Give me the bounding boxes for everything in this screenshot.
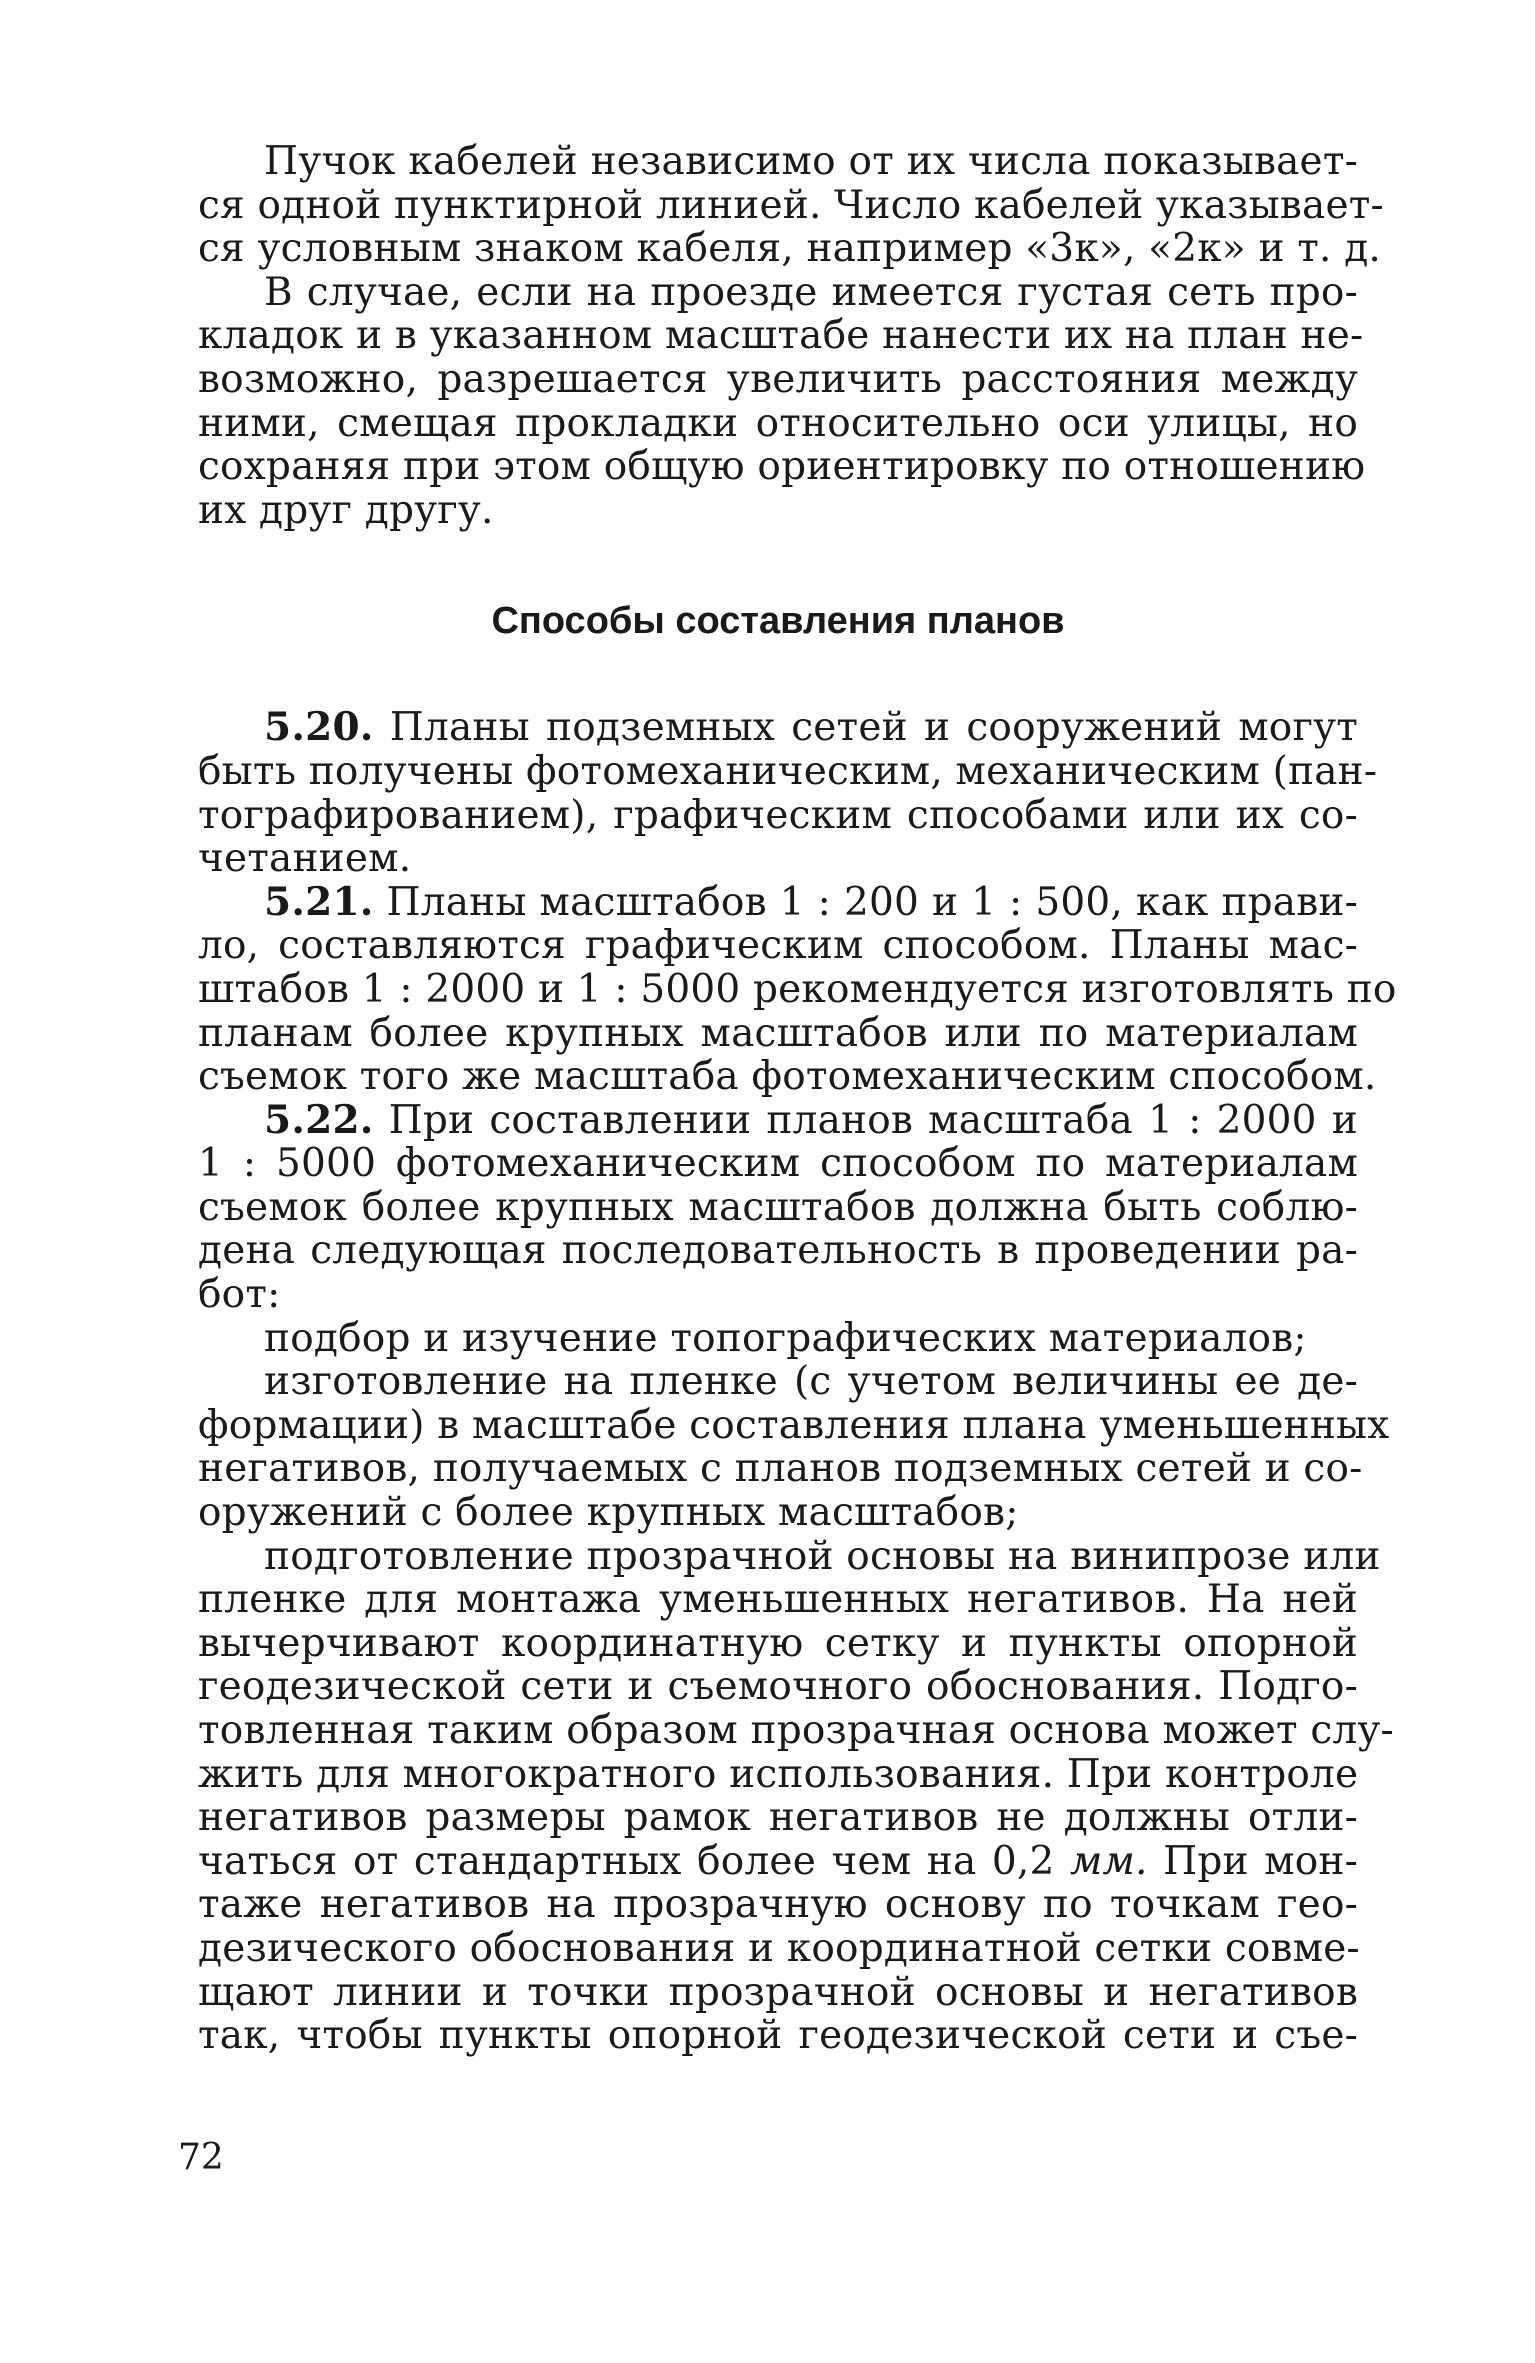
text-line: ло, составляются графическим способом. Планы мас- [198, 923, 1358, 969]
paragraph-5-21 [198, 878, 1397, 1100]
paragraph-5-20 [198, 704, 1378, 882]
list-item [198, 1317, 1358, 1361]
text-line: так, чтобы пункты опорной геодезической сети и съе- [198, 2013, 1358, 2059]
page-text [198, 139, 1397, 2059]
text-line: дена следующая последовательность в проведении ра- [198, 1228, 1358, 1274]
text-line: съемок того же масштаба фотомеханическим способом. [198, 1054, 1377, 1100]
text-line: пленке для монтажа уменьшенных негативов. На ней [198, 1577, 1358, 1623]
text-line: таже негативов на прозрачную основу по точкам гео- [198, 1882, 1358, 1928]
text-line [198, 1840, 1358, 1884]
page-number: 72 [178, 2137, 224, 2178]
text-line: 1 : 5000 фотомеханическим способом по материалам [198, 1141, 1358, 1187]
unit-mm: мм. [1069, 1838, 1148, 1884]
text-line: формации) в масштабе составления плана уменьшенных [198, 1402, 1390, 1448]
text-line: сохраняя при этом общую ориентировку по отношению [198, 444, 1366, 490]
text-line: геодезической сети и съемочного обоснования. Подго- [198, 1664, 1358, 1710]
text-line: негативов, получаемых с планов подземных сетей и со- [198, 1446, 1363, 1492]
text-line: быть получены фотомеханическим, механическим (пан- [198, 748, 1378, 794]
text-line [198, 878, 1358, 925]
text-line: негативов размеры рамок негативов не должны отли- [198, 1795, 1358, 1841]
text-line [198, 706, 1358, 750]
text-span: Планы масштабов 1 : 200 и 1 : 500, как прави- [373, 879, 1358, 925]
text-line: подбор и изучение топографических материалов; [264, 1315, 1307, 1361]
text-span: При мон- [1147, 1838, 1358, 1884]
text-span: Планы подземных сетей и сооружений могут [373, 705, 1358, 751]
text-line: дезического обоснования и координатной сетки совме- [198, 1925, 1360, 1971]
text-line: четанием. [198, 836, 412, 882]
text-line: товленная таким образом прозрачная основа может слу- [198, 1708, 1394, 1753]
list-item [198, 1359, 1390, 1536]
text-line [198, 1096, 1358, 1143]
text-line: В случае, если на проезде имеется густая сеть про- [264, 269, 1358, 315]
text-line: вычерчивают координатную сетку и пункты опорной [198, 1620, 1358, 1666]
text-line: планам более крупных масштабов или по материалам [198, 1010, 1358, 1056]
text-line: возможно, разрешается увеличить расстояния между [198, 356, 1358, 402]
text-line: подготовление прозрачной основы на винипрозе или [264, 1533, 1381, 1579]
text-line: жить для многократного использования. При контроле [198, 1751, 1359, 1797]
text-line: бот: [198, 1272, 281, 1318]
text-span: При составлении планов масштаба 1 : 2000 и [373, 1097, 1358, 1143]
text-line: ся условным знаком кабеля, например «3к», «2к» и т. д. [198, 226, 1382, 272]
paragraph-number: 5.22. [264, 1096, 374, 1143]
text-line: съемок более крупных масштабов должна быть соблю- [198, 1184, 1358, 1230]
text-line: тографированием), графическим способами или их со- [198, 792, 1358, 838]
text-line: Пучок кабелей независимо от их числа показывает- [264, 139, 1358, 184]
text-line: кладок и в указанном масштабе нанести их на план не- [198, 313, 1364, 359]
paragraph-intro-2 [198, 269, 1366, 533]
text-line: штабов 1 : 2000 и 1 : 5000 рекомендуется изготовлять по [198, 966, 1397, 1012]
text-line: ними, смещая прокладки относительно оси улицы, но [198, 400, 1358, 446]
text-line: щают линии и точки прозрачной основы и негативов [198, 1969, 1358, 2015]
text-span: чаться от стандартных более чем на 0,2 [198, 1838, 1070, 1884]
paragraph-number: 5.21. [264, 878, 374, 925]
list-item [198, 1533, 1394, 2059]
paragraph-5-22 [198, 1096, 1358, 1318]
text-line: изготовление на пленке (с учетом величины ее де- [264, 1359, 1358, 1405]
paragraph-number: 5.20. [264, 704, 374, 751]
text-line: ся одной пунктирной линией. Число кабелей указывает- [198, 182, 1384, 228]
text-line: оружений с более крупных масштабов; [198, 1490, 1019, 1536]
paragraph-intro-1 [198, 139, 1384, 272]
text-line: их друг другу. [198, 487, 494, 533]
section-heading: Способы составления планов [491, 600, 1065, 643]
